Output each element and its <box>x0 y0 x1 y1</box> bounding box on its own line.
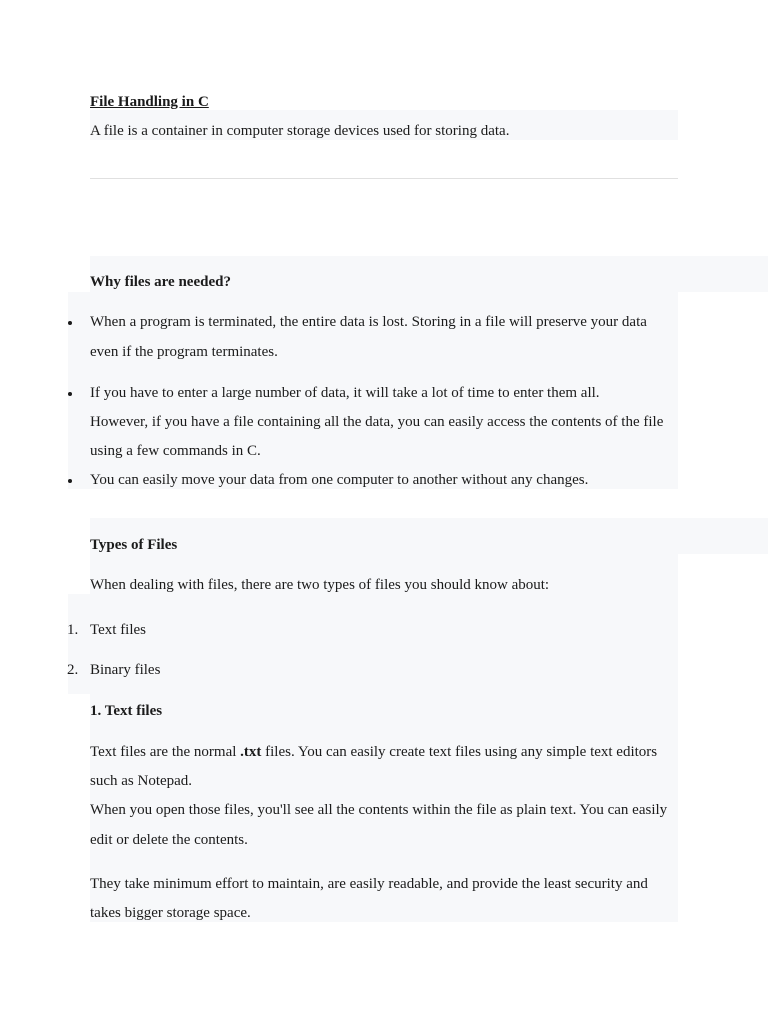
text-files-p1-line-1 <box>90 742 657 762</box>
text-files-p2-line-2: edit or delete the contents. <box>90 832 248 848</box>
text-files-heading: 1. Text files <box>90 703 163 719</box>
text-files-p3-line-2: takes bigger storage space. <box>90 905 251 921</box>
why-item-2-line-3: using a few commands in C. <box>90 443 261 459</box>
bullet-marker <box>68 392 72 396</box>
types-heading-shade <box>90 518 768 554</box>
list-number: 2. <box>67 662 79 678</box>
why-item-2-line-1: If you have to enter a large number of data, it will take a lot of time to enter them all. <box>90 385 600 401</box>
text-files-p1-before: Text files are the normal <box>90 744 241 760</box>
types-intro: When dealing with files, there are two types of files you should know about: <box>90 577 550 593</box>
section-divider <box>90 178 678 179</box>
txt-extension: .txt <box>240 744 262 760</box>
why-item-1-line-1: When a program is terminated, the entire data is lost. Storing in a file will preserve your data <box>90 314 647 330</box>
types-list-item-2: Binary files <box>90 662 161 678</box>
types-list-item-1: Text files <box>90 622 147 638</box>
text-files-p3-line-1: They take minimum effort to maintain, are easily readable, and provide the least security and <box>90 876 648 892</box>
bullet-marker <box>68 321 72 325</box>
text-files-p1-after: files. You can easily create text files using any simple text editors <box>261 744 658 760</box>
list-number: 1. <box>67 622 79 638</box>
why-item-2-line-2: However, if you have a file containing all the data, you can easily access the contents of the file <box>90 414 664 430</box>
why-item-1-line-2: even if the program terminates. <box>90 344 278 360</box>
text-files-p1-line-2: such as Notepad. <box>90 773 193 789</box>
types-heading: Types of Files <box>90 537 178 553</box>
intro-paragraph: A file is a container in computer storage devices used for storing data. <box>90 123 510 139</box>
page-title: File Handling in C <box>90 94 209 110</box>
why-heading: Why files are needed? <box>90 274 231 290</box>
bullet-marker <box>68 479 72 483</box>
why-item-3-line-1: You can easily move your data from one computer to another without any changes. <box>90 472 589 488</box>
text-files-p2-line-1: When you open those files, you'll see all the contents within the file as plain text. You can easily <box>90 802 668 818</box>
